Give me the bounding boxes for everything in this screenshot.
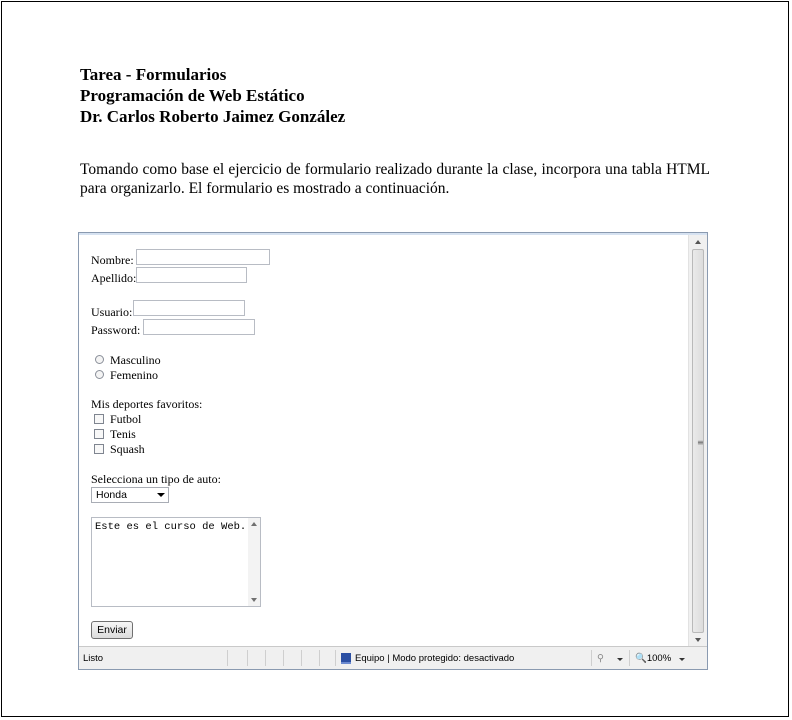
- addon-lock-icon[interactable]: ⚲: [597, 653, 604, 664]
- scroll-up-icon[interactable]: [251, 522, 257, 526]
- squash-checkbox[interactable]: [94, 444, 104, 454]
- heading-line-2: Programación de Web Estático: [80, 86, 305, 105]
- page-scrollbar[interactable]: [688, 235, 708, 646]
- apellido-input[interactable]: [136, 267, 247, 283]
- intro-paragraph: Tomando como base el ejercicio de formulario realizado durante la clase, incorpora una tabla HTML para organizarlo. El formulario es mostrado a continuación.: [80, 161, 710, 197]
- nombre-input[interactable]: [136, 249, 270, 265]
- squash-label: Squash: [110, 442, 145, 456]
- futbol-checkbox[interactable]: [94, 414, 104, 424]
- password-label: Password:: [91, 323, 141, 337]
- document-heading: [80, 64, 345, 127]
- status-bar: [79, 646, 707, 670]
- tenis-label: Tenis: [110, 427, 136, 441]
- tenis-checkbox[interactable]: [94, 429, 104, 439]
- scroll-down-icon[interactable]: [695, 638, 701, 642]
- femenino-radio[interactable]: [95, 370, 104, 379]
- chevron-down-icon: [157, 493, 165, 497]
- password-input[interactable]: [143, 319, 255, 335]
- futbol-label: Futbol: [110, 412, 142, 426]
- usuario-label: Usuario:: [91, 305, 133, 319]
- scroll-down-icon[interactable]: [251, 598, 257, 602]
- heading-line-3: Dr. Carlos Roberto Jaimez González: [80, 107, 346, 126]
- nombre-label: Nombre:: [91, 253, 134, 267]
- security-zone[interactable]: Equipo | Modo protegido: desactivado: [355, 653, 515, 664]
- form-content: [79, 235, 688, 644]
- scrollbar-thumb[interactable]: [692, 249, 704, 633]
- magnifier-icon: 🔍: [635, 653, 647, 664]
- masculino-label: Masculino: [110, 353, 161, 367]
- auto-select-value: Honda: [96, 489, 127, 501]
- textarea-text: Este es el curso de Web.: [95, 521, 247, 533]
- browser-screenshot: [78, 232, 708, 670]
- computer-icon: [341, 653, 351, 664]
- auto-select[interactable]: [91, 487, 169, 503]
- scroll-up-icon[interactable]: [695, 240, 701, 244]
- heading-line-1: Tarea - Formularios: [80, 65, 227, 84]
- enviar-button[interactable]: Enviar: [91, 621, 133, 639]
- zoom-value: 100%: [646, 653, 672, 664]
- chevron-down-icon[interactable]: [617, 658, 623, 661]
- zoom-level[interactable]: [635, 653, 671, 664]
- sports-label: Mis deportes favoritos:: [91, 397, 203, 411]
- apellido-label: Apellido:: [91, 271, 137, 285]
- textarea-scrollbar[interactable]: [248, 518, 260, 606]
- grip-icon: ≡: [697, 438, 704, 447]
- masculino-radio[interactable]: [95, 355, 104, 364]
- auto-label: Selecciona un tipo de auto:: [91, 472, 221, 486]
- chevron-down-icon[interactable]: [679, 658, 685, 661]
- usuario-input[interactable]: [133, 300, 245, 316]
- femenino-label: Femenino: [110, 368, 158, 382]
- comments-textarea[interactable]: [91, 517, 261, 607]
- status-text: Listo: [83, 653, 104, 664]
